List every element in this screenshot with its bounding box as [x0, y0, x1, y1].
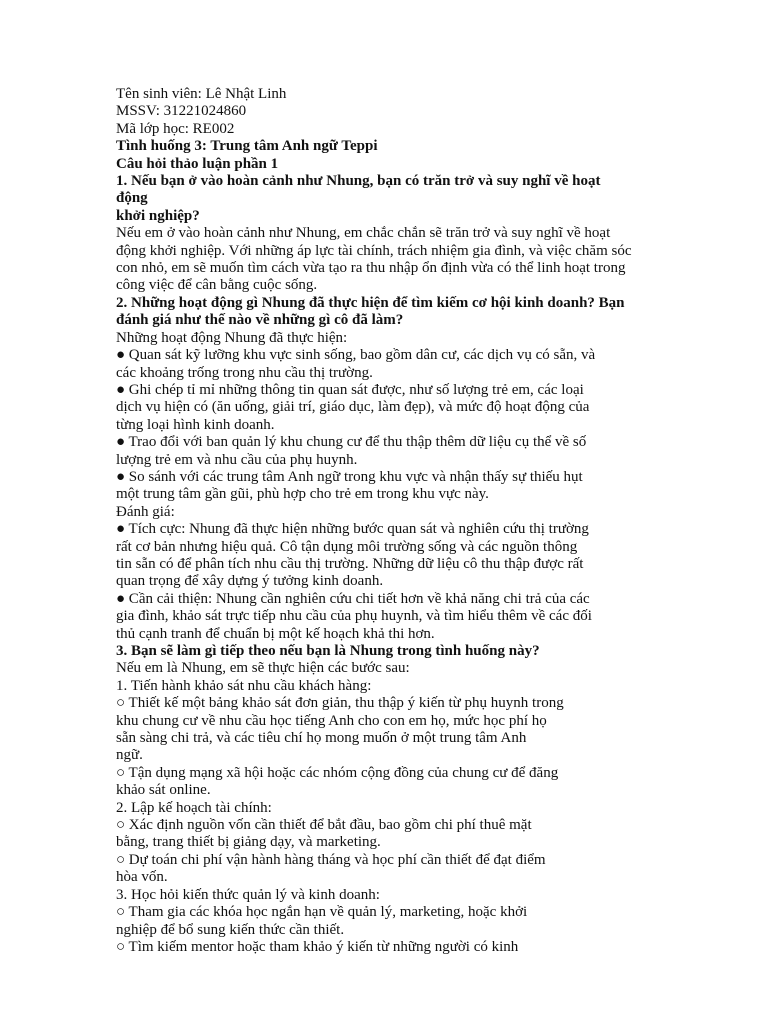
heading-line: 1. Nếu bạn ở vào hoàn cảnh như Nhung, bạn có trăn trở và suy nghĩ về hoạt	[116, 173, 601, 190]
text-line: quan trọng để xây dựng ý tưởng kinh doanh.	[116, 573, 384, 590]
text-line: nghiệp để bổ sung kiến thức cần thiết.	[116, 921, 345, 938]
text-line: Mã lớp học: RE002	[116, 120, 235, 137]
heading-line: 2. Những hoạt động gì Nhung đã thực hiện để tìm kiếm cơ hội kinh doanh? Bạn	[116, 294, 625, 311]
document-page	[116, 86, 656, 956]
text-line: con nhỏ, em sẽ muốn tìm cách vừa tạo ra thu nhập ổn định vừa có thể linh hoạt trong	[116, 260, 626, 277]
text-line: ○ Tìm kiếm mentor hoặc tham khảo ý kiến từ những người có kinh	[116, 938, 519, 955]
text-line: Nếu em là Nhung, em sẽ thực hiện các bước sau:	[116, 660, 410, 677]
heading-line: Tình huống 3: Trung tâm Anh ngữ Teppi	[116, 138, 378, 155]
text-line: công việc để cân bằng cuộc sống.	[116, 277, 318, 294]
text-line: ● Cần cải thiện: Nhung cần nghiên cứu chi tiết hơn về khả năng chi trả của các	[116, 590, 590, 607]
text-line: động khởi nghiệp. Với những áp lực tài chính, trách nhiệm gia đình, và việc chăm sóc	[116, 242, 632, 259]
heading-line: 3. Bạn sẽ làm gì tiếp theo nếu bạn là Nhung trong tình huống này?	[116, 643, 540, 659]
text-line: ● Trao đổi với ban quản lý khu chung cư để thu thập thêm dữ liệu cụ thể về số	[116, 434, 587, 451]
text-line: dịch vụ hiện có (ăn uống, giải trí, giáo dục, làm đẹp), và mức độ hoạt động của	[116, 399, 590, 416]
text-line: ○ Tham gia các khóa học ngắn hạn về quản lý, marketing, hoặc khởi	[116, 904, 528, 921]
text-line: MSSV: 31221024860	[116, 103, 247, 120]
text-line: Đánh giá:	[116, 503, 175, 520]
text-line: một trung tâm gần gũi, phù hợp cho trẻ em trong khu vực này.	[116, 486, 489, 503]
text-line: 2. Lập kế hoạch tài chính:	[116, 799, 272, 816]
text-line: ● So sánh với các trung tâm Anh ngữ trong khu vực và nhận thấy sự thiếu hụt	[116, 468, 583, 485]
text-line: tin sẵn có để phân tích nhu cầu thị trường. Những dữ liệu cô thu thập được rất	[116, 555, 584, 572]
text-line: bằng, trang thiết bị giảng dạy, và marketing.	[116, 834, 381, 851]
heading-line: động	[116, 190, 148, 207]
text-line: các khoảng trống trong nhu cầu thị trường.	[116, 364, 373, 381]
text-line: ○ Thiết kế một bảng khảo sát đơn giản, thu thập ý kiến từ phụ huynh trong	[116, 695, 564, 712]
text-line: ● Quan sát kỹ lưỡng khu vực sinh sống, bao gồm dân cư, các dịch vụ có sẵn, và	[116, 347, 596, 364]
text-line: 3. Học hỏi kiến thức quản lý và kinh doanh:	[116, 886, 380, 903]
text-line: lượng trẻ em và nhu cầu của phụ huynh.	[116, 451, 358, 468]
text-line: rất cơ bản nhưng hiệu quả. Cô tận dụng môi trường sống và các nguồn thông	[116, 538, 578, 555]
text-line: Tên sinh viên: Lê Nhật Linh	[116, 86, 287, 102]
text-line: ngữ.	[116, 747, 143, 764]
text-line: từng loại hình kinh doanh.	[116, 416, 275, 433]
text-line: Những hoạt động Nhung đã thực hiện:	[116, 329, 348, 346]
text-line: Nếu em ở vào hoàn cảnh như Nhung, em chắc chắn sẽ trăn trở và suy nghĩ về hoạt	[116, 225, 611, 242]
heading-line: Câu hỏi thảo luận phần 1	[116, 155, 279, 172]
text-line: thủ cạnh tranh để chuẩn bị một kế hoạch khả thi hơn.	[116, 625, 435, 642]
text-line: ○ Dự toán chi phí vận hành hàng tháng và học phí cần thiết để đạt điểm	[116, 851, 546, 868]
text-line: 1. Tiến hành khảo sát nhu cầu khách hàng:	[116, 677, 372, 694]
text-line: khu chung cư về nhu cầu học tiếng Anh cho con em họ, mức học phí họ	[116, 712, 547, 729]
text-line: khảo sát online.	[116, 782, 211, 799]
text-line: ● Ghi chép tỉ mỉ những thông tin quan sát được, như số lượng trẻ em, các loại	[116, 381, 584, 398]
text-line: sẵn sàng chi trả, và các tiêu chí họ mong muốn ở một trung tâm Anh	[116, 730, 527, 747]
heading-line: khởi nghiệp?	[116, 207, 200, 224]
text-line: hòa vốn.	[116, 869, 168, 886]
text-line: ● Tích cực: Nhung đã thực hiện những bước quan sát và nghiên cứu thị trường	[116, 521, 589, 538]
heading-line: đánh giá như thế nào về những gì cô đã làm?	[116, 312, 404, 329]
text-line: ○ Xác định nguồn vốn cần thiết để bắt đầu, bao gồm chi phí thuê mặt	[116, 817, 532, 834]
text-line: ○ Tận dụng mạng xã hội hoặc các nhóm cộng đồng của chung cư để đăng	[116, 764, 559, 781]
text-line: gia đình, khảo sát trực tiếp nhu cầu của phụ huynh, và tìm hiểu thêm về các đối	[116, 608, 592, 625]
